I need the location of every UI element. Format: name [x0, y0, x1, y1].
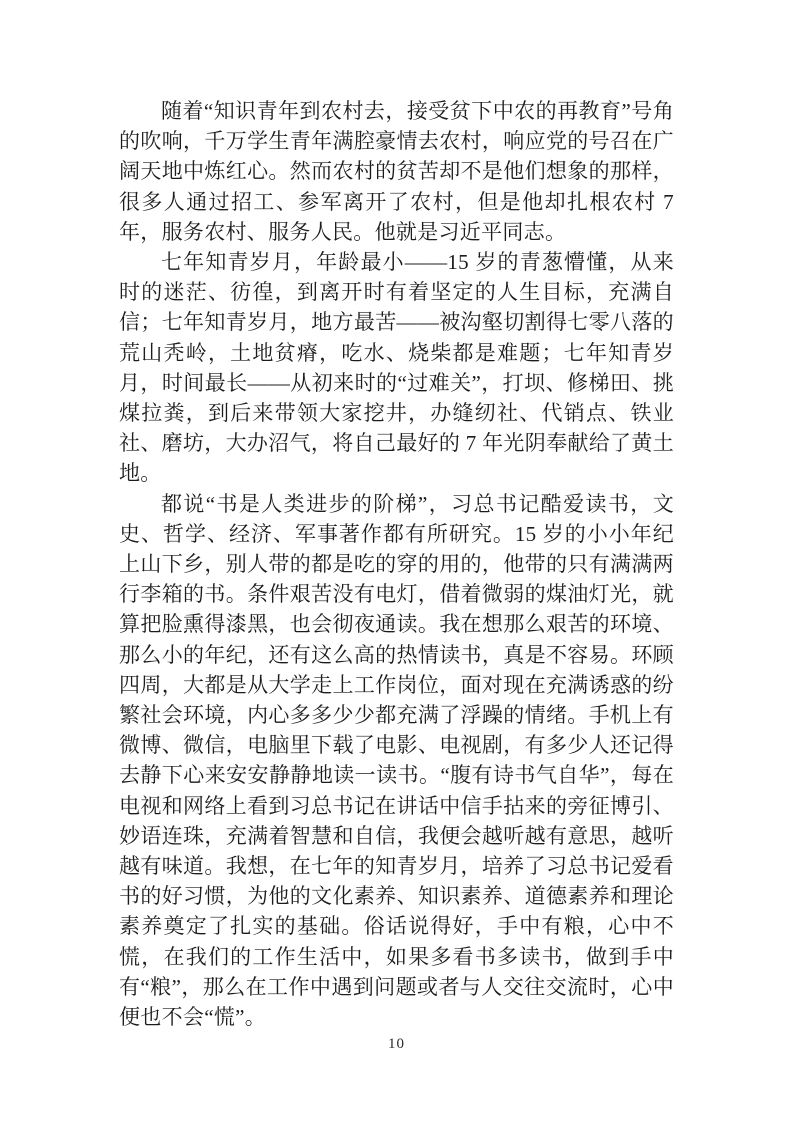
paragraph-seven-years: 七年知青岁月，年龄最小——15 岁的青葱懵懂，从来时的迷茫、彷徨，到离开时有着坚定的人生目标，充满自信；七年知青岁月，地方最苦——被沟壑切割得七零八落的荒山秃岭，土地贫瘠，吃水、烧柴都是难题；七年知青岁月，时间最长——从初来时的“过难关”，打坝、修梯田、挑煤拉粪，到后来带领大家挖井，办缝纫社、代销点、铁业社、磨坊，大办沼气，将自己最好的 7 年光阴奉献给了黄土地。	[119, 250, 674, 486]
paragraph-intro: 随着“知识青年到农村去，接受贫下中农的再教育”号角的吹响，千万学生青年满腔豪情去农村，响应党的号召在广阔天地中炼红心。然而农村的贫苦却不是他们想象的那样，很多人通过招工、参军离开了农村，但是他却扎根农村 7 年，服务农村、服务人民。他就是习近平同志。	[119, 99, 674, 244]
paragraph-reading: 都说“书是人类进步的阶梯”，习总书记酷爱读书，文史、哲学、经济、军事著作都有所研究。15 岁的小小年纪上山下乡，别人带的都是吃的穿的用的，他带的只有满满两行李箱的书。条件艰苦没有电灯，借着微弱的煤油灯光，就算把脸熏得漆黑，也会彻夜通读。我在想那么艰苦的环境、那么小的年纪，还有这么高的热情读书，真是不容易。环顾四周，大都是从大学走上工作岗位，面对现在充满诱惑的纷繁社会环境，内心多多少少都充满了浮躁的情绪。手机上有微博、微信，电脑里下载了电影、电视剧，有多少人还记得去静下心来安安静静地读一读书。“腹有诗书气自华”，每在电视和网络上看到习总书记在讲话中信手拈来的旁征博引、妙语连珠，充满着智慧和自信，我便会越听越有意思，越听越有味道。我想，在七年的知青岁月，培养了习总书记爱看书的好习惯，为他的文化素养、知识素养、道德素养和理论素养奠定了扎实的基础。俗话说得好，手中有粮，心中不慌，在我们的工作生活中，如果多看书多读书，做到手中有“粮”，那么在工作中遇到问题或者与人交往交流时，心中便也不会“慌”。	[119, 491, 674, 1030]
document-body	[119, 96, 674, 1032]
page-number: 10	[388, 1036, 405, 1052]
